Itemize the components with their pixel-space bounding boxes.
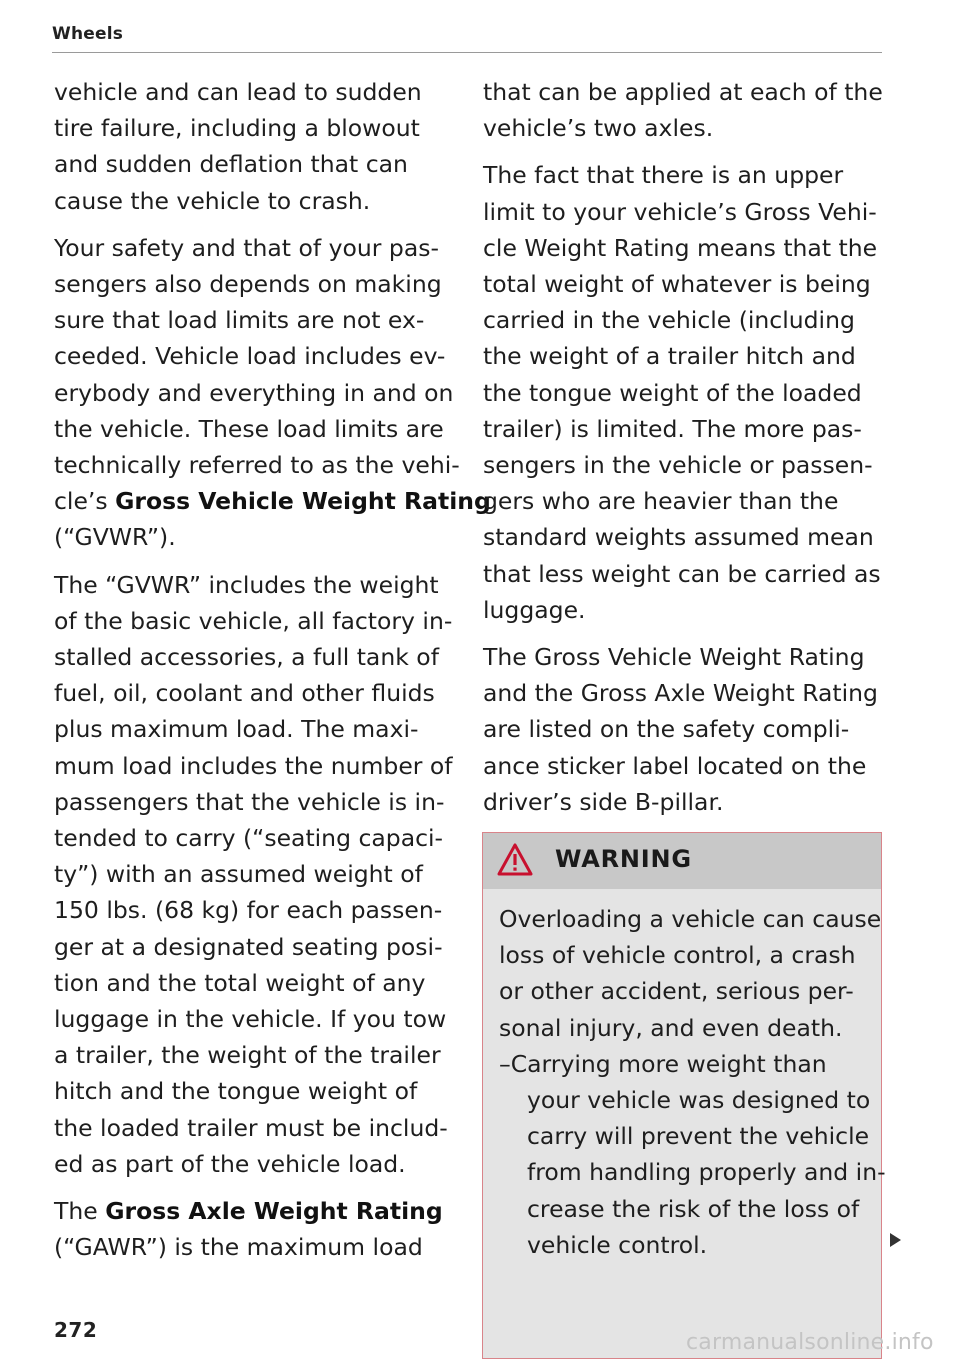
text-line: of the basic vehicle, all factory in- [54, 606, 453, 635]
text-line: sengers in the vehicle or passen- [483, 451, 873, 480]
page-header [52, 22, 882, 53]
text-line: trailer) is limited. The more pas- [483, 414, 862, 443]
text-line: The fact that there is an upper [483, 161, 844, 190]
text-line: fuel, oil, coolant and other fluids [54, 679, 435, 708]
text-line: and the Gross Axle Weight Rating [483, 679, 878, 708]
text-line: sure that load limits are not ex- [54, 306, 425, 335]
text-line: tion and the total weight of any [54, 968, 426, 997]
text-line: and sudden deflation that can [54, 150, 408, 179]
text-line: your vehicle was designed to [527, 1086, 871, 1115]
text-line: luggage in the vehicle. If you tow [54, 1005, 447, 1034]
text-line: cause the vehicle to crash. [54, 186, 371, 215]
text-line: hitch and the tongue weight of [54, 1077, 418, 1106]
warning-title: WARNING [555, 845, 692, 873]
text-line: are listed on the safety compli- [483, 715, 850, 744]
text-line: ger at a designated seating posi- [54, 932, 443, 961]
text-line: crease the risk of the loss of [527, 1194, 860, 1223]
warning-body [483, 889, 886, 1263]
paragraph [54, 567, 454, 1182]
text-line: or other accident, serious per- [499, 977, 854, 1006]
bullet-item: –Carrying more weight than [499, 1049, 827, 1078]
warning-triangle-icon [497, 843, 533, 877]
warning-header [483, 833, 881, 889]
text-fragment: The [54, 1197, 106, 1226]
text-line: ance sticker label located on the [483, 751, 867, 780]
text-line: the weight of a trailer hitch and [483, 342, 856, 371]
text-line: stalled accessories, a full tank of [54, 643, 439, 672]
text-line: driver’s side B-pillar. [483, 787, 724, 816]
text-line: plus maximum load. The maxi- [54, 715, 419, 744]
text-line: tended to carry (“seating capaci- [54, 824, 444, 853]
gvwr-term: Gross Vehicle Weight Rating [115, 487, 491, 516]
text-line: that less weight can be carried as [483, 559, 881, 588]
text-line: carried in the vehicle (including [483, 306, 855, 335]
text-line: (“GAWR”) is the maximum load [54, 1233, 423, 1262]
text-line: the tongue weight of the loaded [483, 378, 862, 407]
paragraph [54, 1193, 454, 1265]
text-line: sonal injury, and even death. [499, 1013, 843, 1042]
warning-box [482, 832, 886, 1359]
text-line: vehicle’s two axles. [483, 114, 714, 143]
text-line [54, 1193, 454, 1229]
text-line: a trailer, the weight of the trailer [54, 1041, 441, 1070]
text-fragment: cle’s [54, 487, 116, 516]
page-number: 272 [54, 1318, 98, 1342]
text-line: that can be applied at each of the [483, 78, 883, 106]
text-line: total weight of whatever is being [483, 270, 871, 299]
text-line: the loaded trailer must be includ- [54, 1113, 448, 1142]
text-line: The “GVWR” includes the weight [54, 570, 439, 599]
text-line: Your safety and that of your pas- [54, 233, 439, 262]
text-line: Overloading a vehicle can cause [499, 905, 882, 933]
text-line: luggage. [483, 595, 586, 624]
text-line: ceeded. Vehicle load includes ev- [54, 342, 446, 371]
section-title: Wheels [52, 24, 124, 44]
watermark: carmanualsonline.info [686, 1330, 934, 1355]
text-line: standard weights assumed mean [483, 523, 874, 552]
left-column [54, 74, 491, 1277]
text-line: vehicle control. [527, 1230, 708, 1259]
text-line: ty”) with an assumed weight of [54, 860, 423, 889]
text-line: tire failure, including a blowout [54, 114, 420, 143]
text-line: carry will prevent the vehicle [527, 1122, 870, 1151]
text-line: ed as part of the vehicle load. [54, 1149, 406, 1178]
text-line: passengers that the vehicle is in- [54, 787, 445, 816]
text-line: cle Weight Rating means that the [483, 233, 878, 262]
gawr-term: Gross Axle Weight Rating [105, 1197, 443, 1226]
text-line [54, 483, 491, 519]
text-line: (“GVWR”). [54, 523, 176, 552]
right-column [483, 74, 883, 831]
paragraph [483, 157, 883, 628]
paragraph [483, 74, 883, 146]
paragraph [54, 230, 491, 556]
text-line: loss of vehicle control, a crash [499, 941, 856, 970]
continue-arrow-icon [890, 1233, 901, 1247]
text-line: the vehicle. These load limits are [54, 414, 444, 443]
text-line: from handling properly and in- [527, 1158, 886, 1187]
text-line: sengers also depends on making [54, 270, 442, 299]
text-line: erybody and everything in and on [54, 378, 454, 407]
text-line: 150 lbs. (68 kg) for each passen- [54, 896, 443, 925]
paragraph [54, 74, 454, 219]
paragraph [483, 639, 883, 820]
text-line: mum load includes the number of [54, 751, 453, 780]
text-line: gers who are heavier than the [483, 487, 839, 516]
text-line: vehicle and can lead to sudden [54, 78, 422, 106]
text-line: The Gross Vehicle Weight Rating [483, 643, 865, 672]
text-line: limit to your vehicle’s Gross Vehi- [483, 197, 877, 226]
text-line: technically referred to as the vehi- [54, 451, 460, 480]
